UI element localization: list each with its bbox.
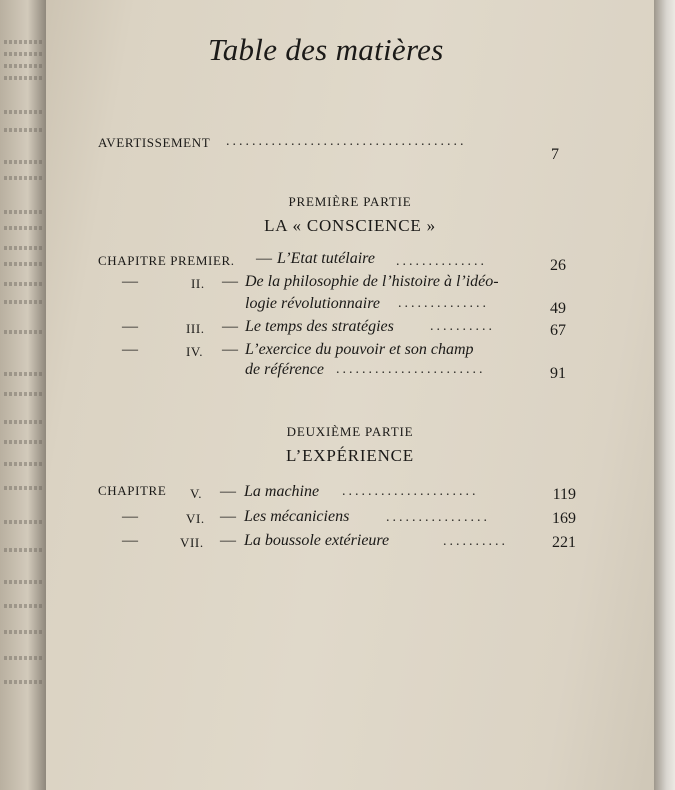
toc-chapter-number: III. [186, 321, 205, 336]
toc-chapter-prefix: CHAPITRE PREMIER. [98, 253, 235, 268]
toc-leader-dots: ....................... [336, 362, 486, 377]
toc-leader-dots: .............. [396, 254, 487, 269]
toc-dash: — [222, 273, 238, 290]
book-page [46, 0, 654, 790]
toc-chapter-title: La boussole extérieure [244, 532, 390, 549]
toc-chapter-title: L’exercice du pouvoir et son champ [245, 341, 474, 358]
toc-chapter-title: De la philosophie de l’histoire à l’idéo- [245, 273, 499, 290]
toc-chapter-page: 67 [550, 322, 566, 339]
toc-leader-dots: ..................... [342, 484, 479, 499]
toc-dash: — [122, 508, 138, 525]
facing-page-edge [0, 0, 46, 790]
toc-avertissement-page: 7 [551, 146, 559, 163]
toc-chapter-title-cont: logie révolutionnaire [245, 295, 380, 312]
toc-leader-dots: .......... [443, 534, 508, 549]
toc-dash: — [222, 318, 238, 335]
toc-leader-dots: .......... [430, 319, 495, 334]
toc-dash: — [256, 250, 272, 267]
toc-chapter-number: IV. [186, 344, 204, 359]
toc-dash: — [122, 341, 138, 358]
toc-chapter-number: VII. [180, 535, 204, 550]
toc-leader-dots: .............. [398, 296, 489, 311]
toc-chapter-title-cont: de référence [245, 361, 324, 378]
toc-chapter-page: 49 [550, 300, 566, 317]
toc-chapter-title: Les mécaniciens [244, 508, 350, 525]
toc-chapter-title: L’Etat tutélaire [277, 250, 375, 267]
toc-chapter-page: 26 [550, 257, 566, 274]
part1-title: LA « CONSCIENCE » [264, 216, 436, 235]
toc-dash: — [220, 508, 236, 525]
toc-chapter-number: VI. [186, 511, 205, 526]
toc-chapter-number: II. [191, 276, 205, 291]
toc-chapter-page: 119 [552, 486, 576, 503]
page-title: Table des matières [208, 32, 444, 67]
toc-chapter-page: 169 [552, 510, 576, 527]
part2-title: L’EXPÉRIENCE [286, 446, 414, 465]
toc-chapter-page: 221 [552, 534, 576, 551]
toc-dash: — [220, 483, 236, 500]
toc-chapter-number: V. [190, 486, 203, 501]
toc-avertissement-label: AVERTISSEMENT [98, 135, 211, 150]
toc-dash: — [222, 341, 238, 358]
toc-chapter-title: Le temps des stratégies [245, 318, 394, 335]
part1-label: PREMIÈRE PARTIE [288, 194, 412, 209]
toc-chapter-page: 91 [550, 365, 566, 382]
page-edge-shadow [654, 0, 675, 790]
toc-dash: — [122, 532, 138, 549]
toc-leader-dots: ................ [386, 510, 490, 525]
part2-label: DEUXIÈME PARTIE [286, 424, 414, 439]
toc-dash: — [220, 532, 236, 549]
toc-dash: — [122, 273, 138, 290]
toc-dash: — [122, 318, 138, 335]
toc-chapter-title: La machine [244, 483, 320, 500]
toc-leader-dots: ..................................... [226, 134, 467, 149]
toc-chapter-prefix: CHAPITRE [98, 483, 167, 498]
